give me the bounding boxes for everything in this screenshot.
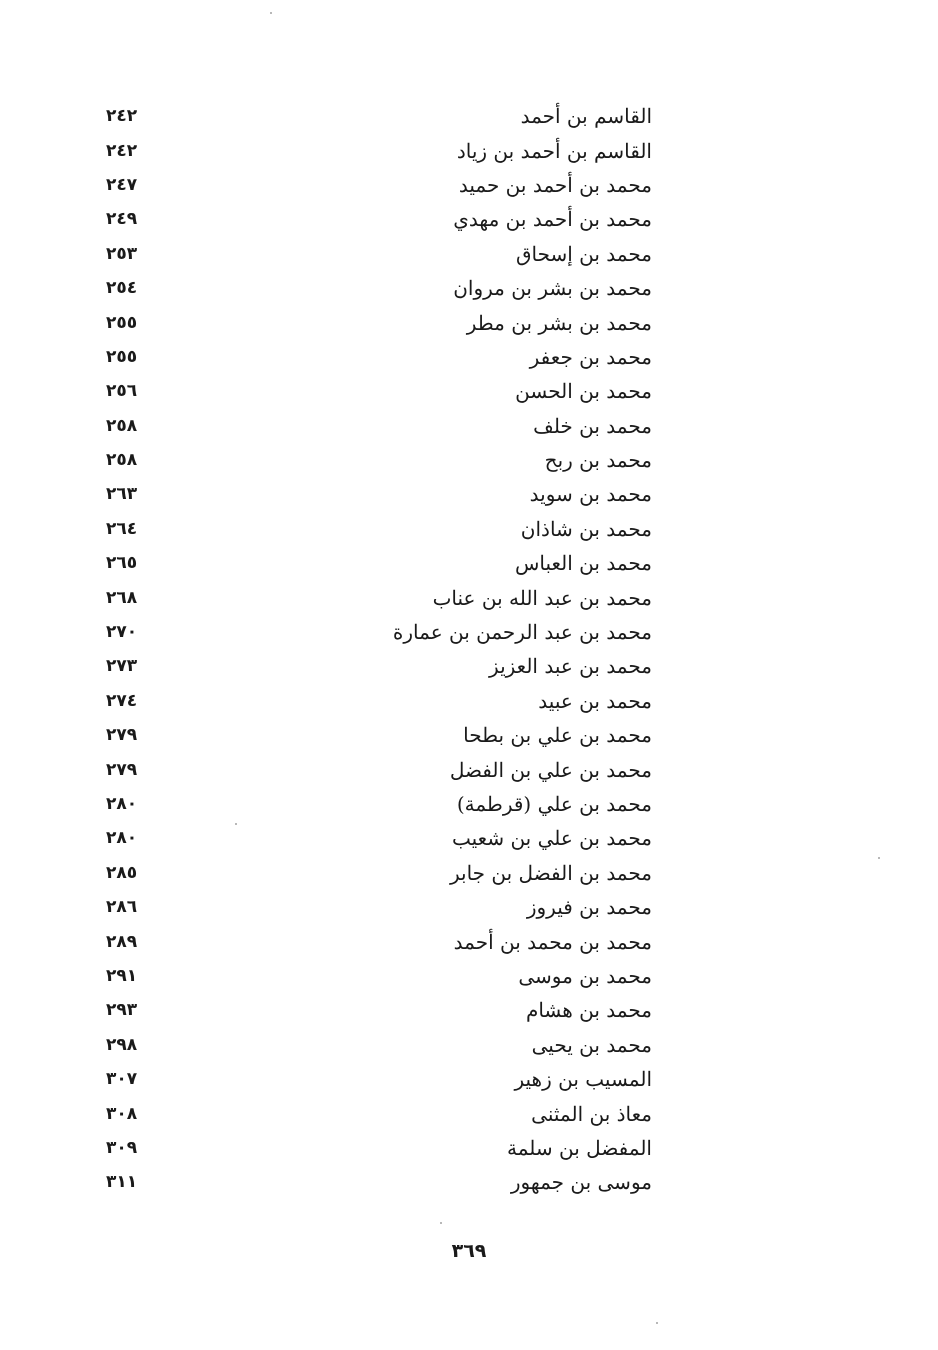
- entry-name: محمد بن خلف: [533, 413, 652, 438]
- entry-page-number: ٢٦٨: [106, 587, 138, 608]
- entry-page-number: ٢٥٥: [106, 346, 138, 367]
- entry-name: محمد بن إسحاق: [515, 241, 652, 266]
- entry-name: محمد بن العباس: [514, 551, 652, 576]
- entry-name: محمد بن عبد الرحمن بن عمارة: [392, 620, 652, 645]
- entry-page-number: ٣١١: [106, 1172, 138, 1193]
- entry-name: محمد بن علي بن الفضل: [449, 757, 652, 782]
- entry-page-number: ٢٨٠: [106, 828, 138, 849]
- entry-name: محمد بن يحيى: [531, 1032, 652, 1057]
- entry-name: محمد بن عبد العزيز: [489, 654, 652, 679]
- entry-name: محمد بن عبيد: [538, 688, 652, 713]
- index-entry: [100, 477, 652, 511]
- entry-page-number: ٢٨٩: [106, 931, 138, 952]
- entry-name: محمد بن موسى: [518, 963, 652, 988]
- entry-page-number: ٢٦٣: [106, 484, 138, 505]
- entry-name: المفضل بن سلمة: [507, 1135, 652, 1160]
- entry-name: موسى بن جمهور: [510, 1170, 652, 1195]
- entry-name: محمد بن علي (قرطمة): [456, 792, 652, 816]
- entry-page-number: ٢٤٢: [106, 106, 138, 127]
- index-entry: [100, 202, 652, 236]
- index-entry: [100, 959, 652, 993]
- entry-page-number: ٢٤٩: [106, 209, 138, 230]
- scan-speck: [270, 12, 272, 14]
- entry-name: محمد بن شاذان: [520, 516, 652, 541]
- index-entry: [100, 168, 652, 202]
- entry-name: محمد بن علي بن بطحا: [463, 723, 652, 748]
- entry-page-number: ٢٩١: [106, 965, 138, 986]
- index-entry: [100, 133, 652, 167]
- entry-name: معاذ بن المثنى: [531, 1101, 652, 1126]
- index-entry: [100, 890, 652, 924]
- entry-name: محمد بن فيروز: [526, 895, 652, 920]
- entry-name: القاسم بن أحمد بن زياد: [456, 138, 652, 163]
- entry-page-number: ٢٥٦: [106, 381, 138, 402]
- entry-name: محمد بن بشر بن مطر: [466, 310, 652, 335]
- entry-page-number: ٢٥٤: [106, 278, 138, 299]
- index-entry: [100, 512, 652, 546]
- entry-name: محمد بن محمد بن أحمد: [453, 929, 652, 954]
- entry-page-number: ٢٤٢: [106, 140, 138, 161]
- index-entry: [100, 615, 652, 649]
- index-entry: [100, 1131, 652, 1165]
- index-entry: [100, 787, 652, 821]
- index-list: [100, 99, 652, 1200]
- scan-speck: [878, 857, 880, 859]
- index-entry: [100, 374, 652, 408]
- index-entry: [100, 305, 652, 339]
- entry-name: محمد بن ربح: [544, 448, 652, 473]
- entry-page-number: ٢٥٨: [106, 450, 138, 471]
- index-entry: [100, 409, 652, 443]
- scan-speck: [656, 1322, 658, 1324]
- index-entry: [100, 752, 652, 786]
- entry-page-number: ٢٨٦: [106, 897, 138, 918]
- entry-name: محمد بن الفضل بن جابر: [449, 860, 652, 885]
- entry-name: محمد بن أحمد بن مهدي: [453, 207, 652, 232]
- index-entry: [100, 443, 652, 477]
- entry-page-number: ٢٧٩: [106, 759, 138, 780]
- entry-page-number: ٢٧٣: [106, 656, 138, 677]
- entry-page-number: ٢٧٩: [106, 725, 138, 746]
- index-entry: [100, 924, 652, 958]
- entry-page-number: ٢٥٣: [106, 243, 138, 264]
- index-entry: [100, 340, 652, 374]
- entry-name: القاسم بن أحمد: [520, 104, 652, 129]
- entry-page-number: ٣٠٨: [106, 1103, 138, 1124]
- entry-name: محمد بن هشام: [525, 998, 652, 1023]
- index-entry: [100, 271, 652, 305]
- index-entry: [100, 1096, 652, 1130]
- entry-page-number: ٢٨٥: [106, 862, 138, 883]
- scan-speck: [235, 823, 237, 825]
- entry-page-number: ٢٨٠: [106, 794, 138, 814]
- entry-name: محمد بن بشر بن مروان: [453, 276, 652, 301]
- entry-name: محمد بن جعفر: [529, 344, 652, 369]
- index-entry: [100, 580, 652, 614]
- index-entry: [100, 1165, 652, 1199]
- entry-name: محمد بن عبد الله بن عناب: [432, 585, 652, 610]
- index-entry: [100, 649, 652, 683]
- entry-page-number: ٢٦٥: [106, 553, 138, 574]
- entry-page-number: ٢٩٨: [106, 1034, 138, 1055]
- entry-name: محمد بن سويد: [529, 482, 652, 507]
- index-entry: [100, 856, 652, 890]
- entry-page-number: ٢٧٤: [106, 690, 138, 711]
- index-entry: [100, 718, 652, 752]
- entry-page-number: ٢٩٣: [106, 1000, 138, 1021]
- entry-name: المسيب بن زهير: [514, 1067, 652, 1092]
- index-entry: [100, 1028, 652, 1062]
- entry-page-number: ٣٠٩: [106, 1137, 138, 1158]
- index-entry: [100, 99, 652, 133]
- index-entry: [100, 684, 652, 718]
- entry-page-number: ٢٦٤: [106, 518, 138, 539]
- entry-page-number: ٢٧٠: [106, 622, 138, 643]
- scan-speck: [440, 1222, 442, 1224]
- index-entry: [100, 821, 652, 855]
- index-entry: [100, 546, 652, 580]
- entry-page-number: ٢٥٥: [106, 312, 138, 333]
- index-entry: [100, 993, 652, 1027]
- entry-name: محمد بن الحسن: [515, 379, 652, 404]
- index-entry: [100, 1062, 652, 1096]
- entry-page-number: ٢٤٧: [106, 174, 138, 195]
- index-entry: [100, 237, 652, 271]
- entry-name: محمد بن أحمد بن حميد: [458, 172, 652, 197]
- entry-name: محمد بن علي بن شعيب: [452, 826, 652, 851]
- page-number: ٣٦٩: [451, 1240, 487, 1262]
- entry-page-number: ٣٠٧: [106, 1069, 138, 1090]
- entry-page-number: ٢٥٨: [106, 415, 138, 436]
